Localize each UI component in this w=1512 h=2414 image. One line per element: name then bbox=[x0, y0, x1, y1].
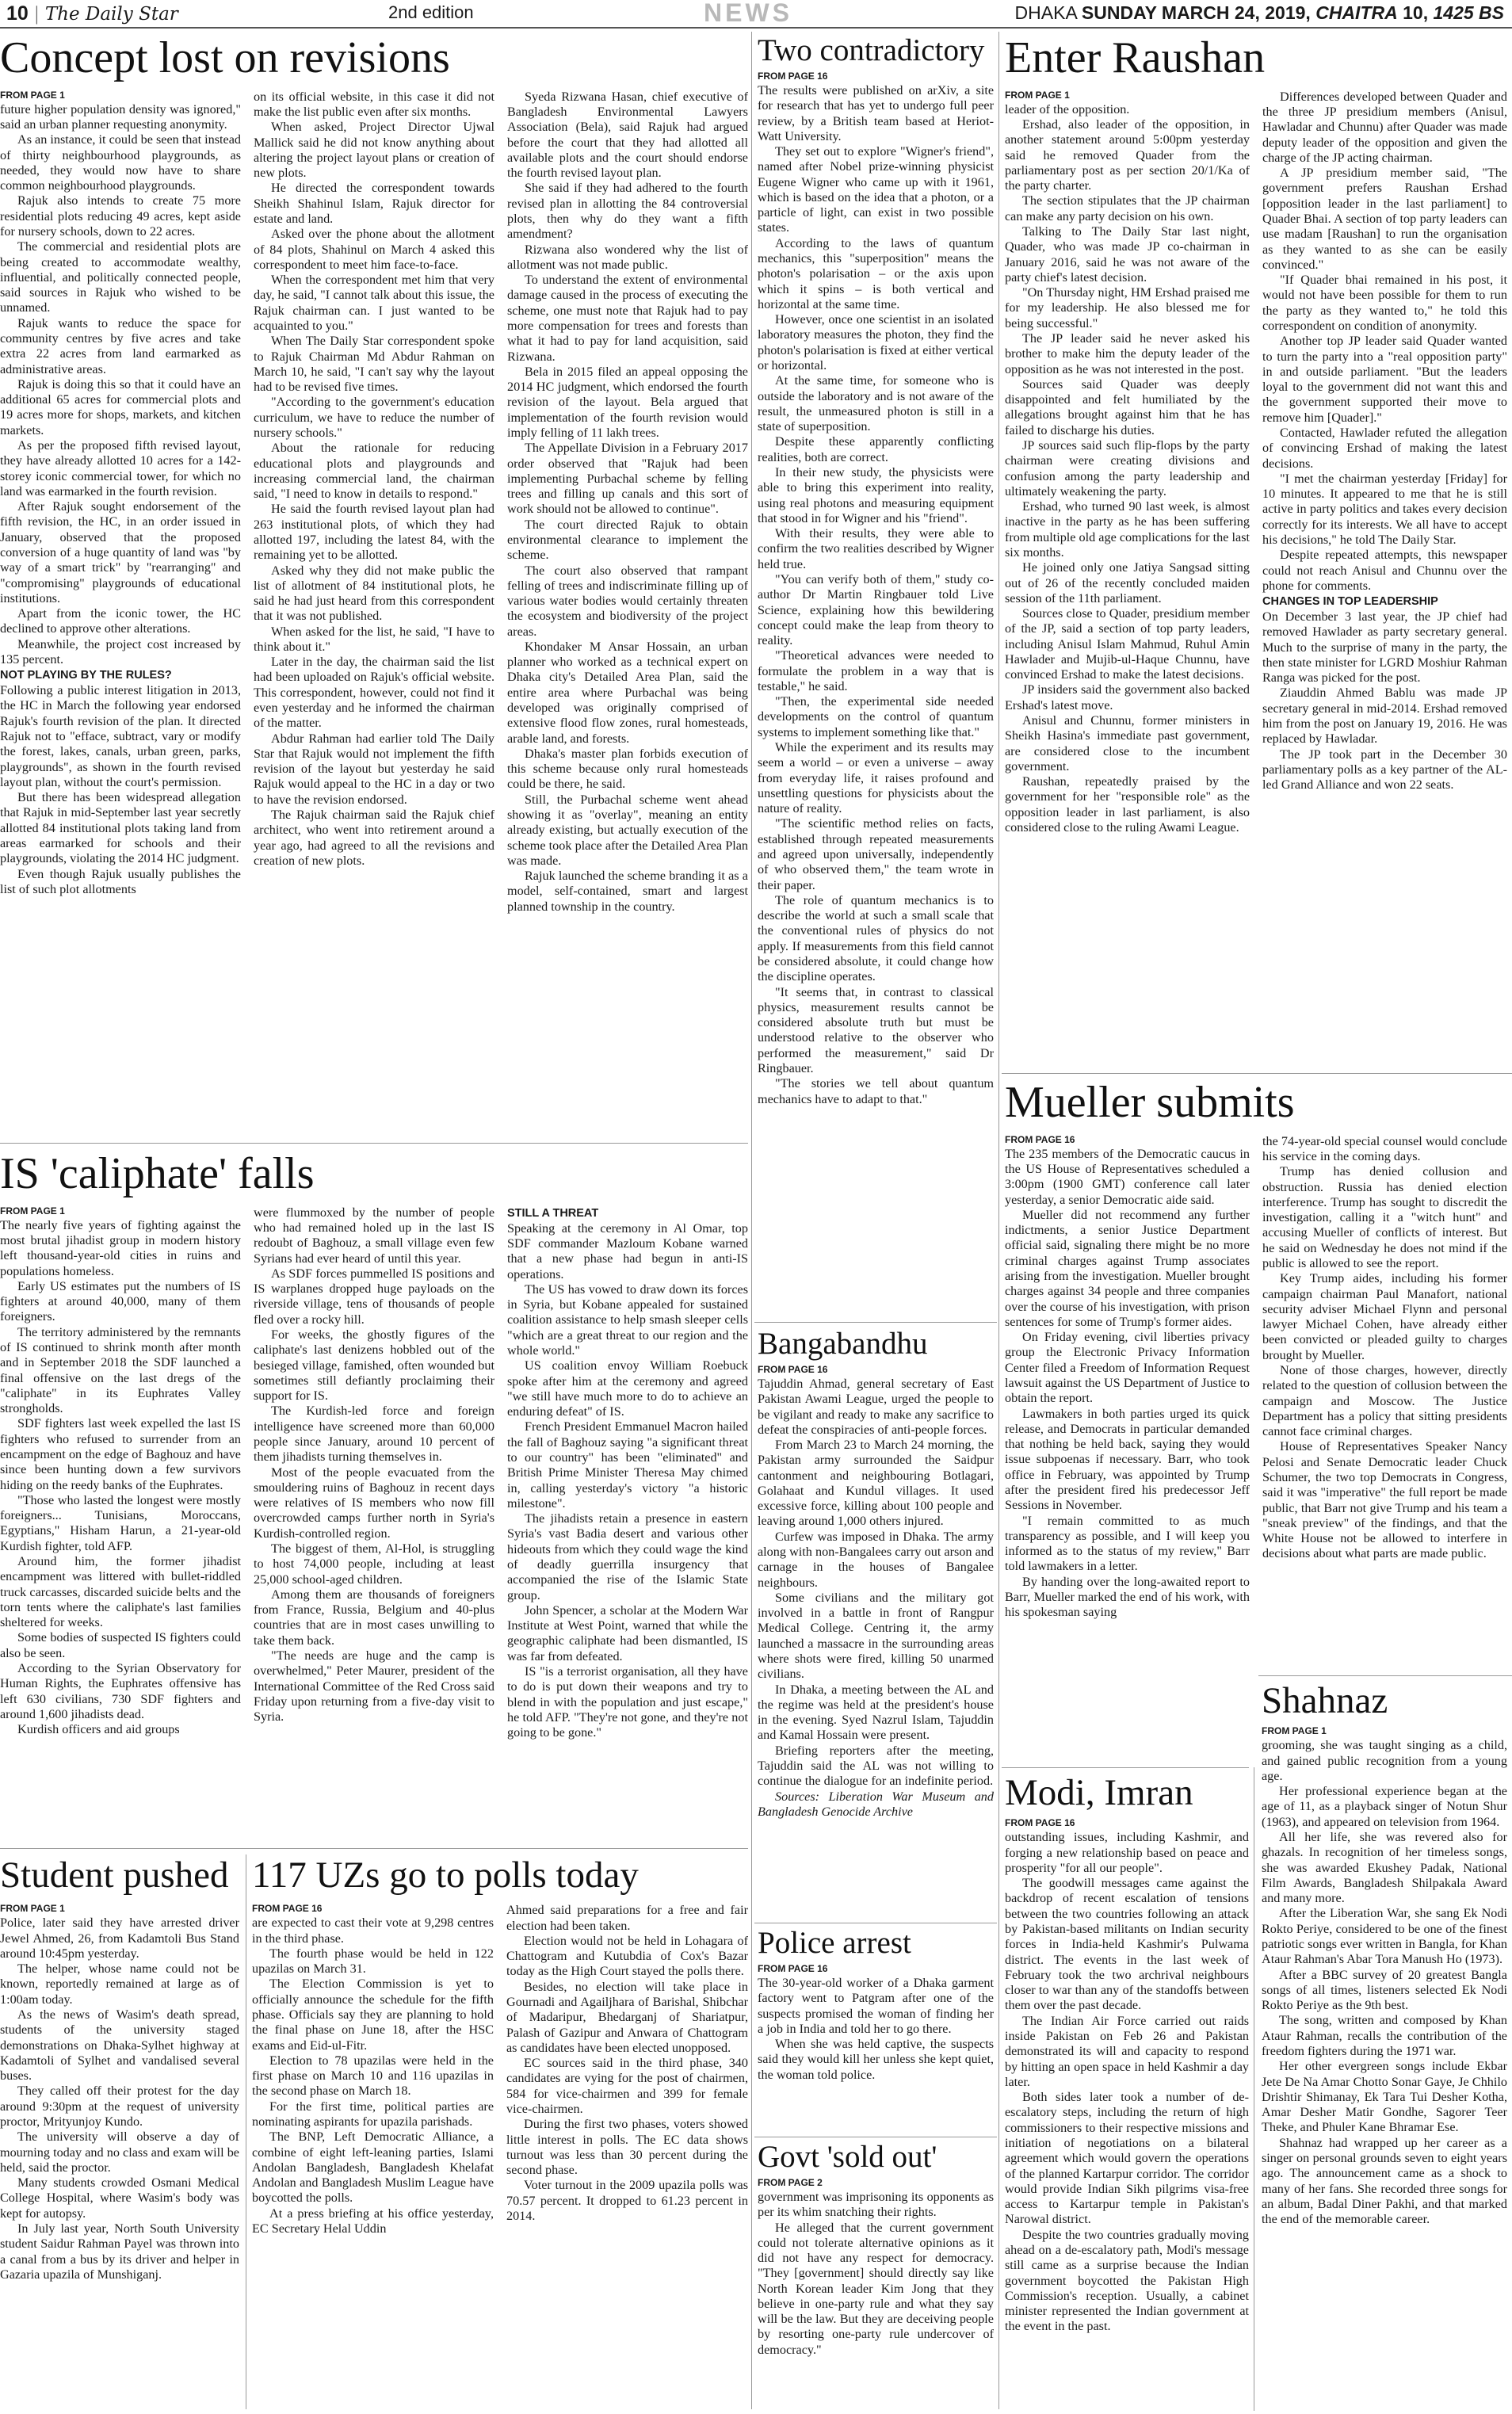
story-column bbox=[758, 1364, 994, 1820]
story-modi-imran bbox=[1005, 1774, 1249, 2411]
paragraph: The fourth phase would be held in 122 upazilas on March 31. bbox=[252, 1946, 494, 1977]
story-column bbox=[506, 1903, 748, 2236]
story-column bbox=[758, 71, 994, 1107]
paragraph: Early US estimates put the numbers of IS fighters at around 40,000, many of them foreigners. bbox=[0, 1278, 241, 1324]
paragraph: The US has vowed to draw down its forces in Syria, but Kobane appealed for sustained coalition assistance to help smash sleeper cells "which are a great threat to our region and the whole world." bbox=[507, 1281, 748, 1358]
paragraph: Her professional experience began at the age of 11, as a playback singer of Notun Shur (1963), and appeared on television from 1964. bbox=[1262, 1784, 1507, 1829]
dateline-chaitra: CHAITRA bbox=[1315, 2, 1398, 23]
jump-line: FROM PAGE 2 bbox=[758, 2176, 823, 2188]
headline-bangabandhu: Bangabandhu bbox=[758, 1328, 928, 1361]
paragraph: For the first time, political parties are nominating aspirants for upazila parishads. bbox=[252, 2099, 494, 2129]
paragraph: "Those who lasted the longest were mostly foreigners... Tunisians, Moroccans, Egyptians," Hisham Harun, a 21-year-old Kurdish fighter, told AFP. bbox=[0, 1492, 241, 1553]
paragraph: According to the Syrian Observatory for Human Rights, the Euphrates offensive has left 630 civilians, 730 SDF fighters and around 1,600 jihadists dead. bbox=[0, 1660, 241, 1721]
paragraph: Bela in 2015 filed an appeal opposing the 2014 HC judgment, which endorsed the fourth revision of the layout. Bela argued that implementation of the fourth revision would imply felling of 11 lakh trees. bbox=[507, 364, 748, 440]
paragraph: When asked for the list, he said, "I have to think about it." bbox=[254, 624, 494, 654]
story-column bbox=[507, 90, 748, 915]
subhead: NOT PLAYING BY THE RULES? bbox=[0, 669, 172, 682]
story-column bbox=[758, 1963, 994, 2083]
paragraph: Differences developed between Quader and the three JP presidium members (Anisul, Hawladar and Chunnu) after Quader was made deputy leader of the opposition and given the charge of the JP acting chairman. bbox=[1262, 89, 1507, 165]
paragraph: Voter turnout in the 2009 upazila polls was 70.57 percent. It dropped to 61.23 percent in 2014. bbox=[506, 2178, 748, 2223]
paragraph: He joined only one Jatiya Sangsad sitting out of 26 of the recently concluded maiden session of the 11th parliament. bbox=[1005, 560, 1250, 605]
story-divider bbox=[1002, 1073, 1512, 1074]
paragraph: Shahnaz had wrapped up her career as a singer on personal grounds seven to eight years ago. The announcement came as a shock to many of her fans. She recorded three songs for an album, Badal Diner Pakhi, and that marked the end of the memorable career. bbox=[1262, 2135, 1507, 2227]
story-police-arrest bbox=[758, 1927, 994, 2133]
paragraph: The Kurdish-led force and foreign intelligence have screened more than 60,000 people since January, around 10 percent of them jihadists turning themselves in. bbox=[254, 1404, 494, 1465]
paragraph: "It seems that, in contrast to classical physics, measurement results cannot be considered absolute truth but must be understood relative to the observer who performed the measurement," said Dr Ringbauer. bbox=[758, 984, 994, 1075]
paragraph: Many students crowded Osmani Medical College Hospital, where Wasim's body was kept for autopsy. bbox=[0, 2175, 239, 2221]
paragraph: "Then, the experimental side needed developments on the control of quantum systems to implement something like that." bbox=[758, 694, 994, 739]
paragraph: Meanwhile, the project cost increased by 135 percent. bbox=[0, 636, 241, 667]
paragraph: While the experiment and its results may seem a world – or even a universe – away from everyday life, it raises profound and unsettling questions for physicists about the nature of reality. bbox=[758, 740, 994, 816]
story-columns bbox=[0, 90, 748, 915]
paragraph: Rizwana also wondered why the list of allotment was not made public. bbox=[507, 242, 748, 272]
story-columns bbox=[1005, 1134, 1507, 1621]
paragraph: IS "is a terrorist organisation, all they have to do is put down their weapons and try to blend in with the population and just escape," he told AFP. "They're not gone, and they're not going to be gone." bbox=[507, 1663, 748, 1740]
story-columns bbox=[758, 71, 994, 1107]
paper-logo: The Daily Star bbox=[44, 3, 178, 25]
story-caliphate bbox=[0, 1151, 748, 1845]
paragraph: He directed the correspondent towards Sheikh Shahinul Islam, Rajuk director for estate and land. bbox=[254, 181, 494, 227]
paragraph: At a press briefing at his office yesterday, EC Secretary Helal Uddin bbox=[252, 2206, 494, 2236]
paragraph: Still, the Purbachal scheme went ahead showing it as "overlay", meaning an entity already existing, but actually execution of the scheme took place after the Detailed Area Plan was made. bbox=[507, 792, 748, 868]
paragraph: The court also observed that rampant felling of trees and indiscriminate filling up of various water bodies would certainly threaten the ecosystem and biodiversity of the project areas. bbox=[507, 563, 748, 639]
paragraph: JP insiders said the government also backed Ershad's latest move. bbox=[1005, 682, 1250, 712]
paragraph: During the first two phases, voters showed little interest in polls. The EC data shows turnout was less than 30 percent during the second phase. bbox=[506, 2117, 748, 2178]
dateline-bs: 1425 BS bbox=[1433, 2, 1504, 23]
source-credit: Sources: Liberation War Museum and Bangladesh Genocide Archive bbox=[758, 1789, 994, 1819]
paragraph: Police, later said they have arrested driver Jewel Ahmed, 26, from Kadamtoli Bus Stand around 10:45pm yesterday. bbox=[0, 1916, 239, 1961]
paragraph: "I remain committed to as much transparency as possible, and I will keep you informed as to the status of my review," Barr told lawmakers in a letter. bbox=[1005, 1513, 1250, 1574]
paragraph: Ziauddin Ahmed Bablu was made JP secretary general in mid-2014. Ershad removed him from the post on January 19, 2016. He was replaced by Hawladar. bbox=[1262, 686, 1507, 747]
headline-govt-sold-out: Govt 'sold out' bbox=[758, 2141, 937, 2174]
jump-line: FROM PAGE 16 bbox=[758, 1363, 828, 1375]
story-raushan bbox=[1005, 35, 1507, 1070]
story-contradictory bbox=[758, 35, 994, 1312]
story-column bbox=[0, 1903, 239, 2282]
paragraph: Mueller did not recommend any further indictments, a senior Justice Department official said, signaling there might be no more criminal charges against Trump associates arising from the investigation. Mueller brought charges against 34 people and three companies over the course of his investigation, with prison sentences for some of Trump's former aides. bbox=[1005, 1207, 1250, 1329]
paragraph: At the same time, for someone who is outside the laboratory and is not aware of the result, the unmeasured photon is still in a state of superposition. bbox=[758, 373, 994, 434]
paragraph: They called off their protest for the day around 9:30pm at the request of university proctor, Mrityunjoy Kundo. bbox=[0, 2084, 239, 2129]
story-column bbox=[254, 1205, 494, 1741]
paragraph: "Theoretical advances were needed to formulate the problem in a way that is testable," he said. bbox=[758, 648, 994, 693]
story-column bbox=[252, 1903, 494, 2236]
paragraph: Some civilians and the military got involved in a battle in front of Rangpur Medical College. Centring it, the army launched a massacre in the surrounding areas where shots were fired, killing 50 unarmed civilians. bbox=[758, 1590, 994, 1682]
story-column bbox=[1005, 1134, 1250, 1621]
story-divider bbox=[754, 1322, 997, 1323]
paragraph: "The scientific method relies on facts, established through repeated measurements and agreed upon universally, independently of who observed them," the team wrote in their paper. bbox=[758, 816, 994, 892]
masthead bbox=[0, 0, 1512, 29]
paragraph: Asked over the phone about the allotment of 84 plots, Shahinul on March 4 asked this correspondent to meet him face-to-face. bbox=[254, 227, 494, 272]
paragraph: But there has been widespread allegation that Rajuk in mid-September last year secretly allotted 84 institutional plots taking land from areas earmarked for schools and their playgrounds, violating the 2014 HC judgment. bbox=[0, 790, 241, 866]
paragraph: The BNP, Left Democratic Alliance, a combine of eight left-leaning parties, Islami Andolan Bangladesh, Bangladesh Khelafat Andolan and Bangladesh Muslim League have boycotted the polls. bbox=[252, 2129, 494, 2206]
paragraph: outstanding issues, including Kashmir, and forging a new relationship based on peace and prosperity "for all our people". bbox=[1005, 1830, 1249, 1875]
paragraph: JP sources said such flip-flops by the party chairman were creating divisions and confusion among the party leadership and ultimately weakening the party. bbox=[1005, 437, 1250, 498]
paragraph: future higher population density was ignored," said an urban planner requesting anonymity. bbox=[0, 101, 241, 132]
dateline bbox=[1015, 2, 1504, 24]
paragraph: The Rajuk chairman said the Rajuk chief architect, who went into retirement around a year ago, had agreed to all the revisions and creation of new plots. bbox=[254, 808, 494, 868]
paragraph: Rajuk wants to reduce the space for community centres by five acres and take extra 22 acres from land earmarked as administrative areas. bbox=[0, 315, 241, 376]
paragraph: The nearly five years of fighting against the most brutal jihadist group in modern history left thousand-year-old cities in ruins and populations homeless. bbox=[0, 1217, 241, 1278]
paragraph: In July last year, North South University student Saidur Rahman Payel was thrown into a canal from a bus by its driver and helper in Gazaria upazila of Munshiganj. bbox=[0, 2221, 239, 2282]
paragraph: Tajuddin Ahmad, general secretary of East Pakistan Awami League, urged the people to be vigilant and ready to make any sacrifice to defeat the conspiracies of anti-people forces. bbox=[758, 1376, 994, 1437]
paragraph: The results were published on arXiv, a site for research that has yet to undergo full peer review, by a British team based at Heriot-Watt University. bbox=[758, 82, 994, 143]
story-concept bbox=[0, 35, 748, 1140]
paragraph: According to the laws of quantum mechanics, this "superposition" means the photon's polarisation – or the axis upon which it spins – is both vertical and horizontal at the same time. bbox=[758, 235, 994, 311]
paragraph: Abdur Rahman had earlier told The Daily Star that Rajuk would not implement the fifth revision of the layout but yesterday he said Rajuk would appeal to the HC in a day or two to have the revision endorsed. bbox=[254, 731, 494, 807]
headline-contradictory: Two contradictory bbox=[758, 35, 985, 67]
paragraph: Rajuk launched the scheme branding it as a model, self-contained, smart and largest planned township in the country. bbox=[507, 869, 748, 914]
paragraph: The biggest of them, Al-Hol, is struggling to host 74,000 people, including at least 25,000 school-aged children. bbox=[254, 1541, 494, 1587]
headline-police-arrest: Police arrest bbox=[758, 1927, 911, 1960]
paragraph: House of Representatives Speaker Nancy Pelosi and Senate Democratic leader Chuck Schumer, the two top Democrats in Congress, said it was "imperative" the full report be made public, that Barr not give Trump and his team a "sneak preview" of the findings, and that the White House not be allowed to interfere in decisions about what parts are made public. bbox=[1262, 1439, 1507, 1561]
story-column bbox=[507, 1205, 748, 1741]
paragraph: grooming, she was taught singing as a child, and gained public recognition from a young age. bbox=[1262, 1738, 1507, 1783]
paragraph: Following a public interest litigation in 2013, the HC in March the following year endorsed Rajuk's fourth revision of the plan. It directed Rajuk not to "efface, subtract, vary or modify the forest, lakes, canals, urban green, parks, playgrounds", as shown in the fourth revised layout plan, without the court's permission. bbox=[0, 683, 241, 789]
jump-line: FROM PAGE 16 bbox=[758, 70, 828, 82]
paragraph: With their results, they were able to confirm the two realities described by Wigner held true. bbox=[758, 526, 994, 571]
dateline-date: SUNDAY MARCH 24, 2019, bbox=[1081, 2, 1311, 23]
story-column bbox=[1005, 90, 1250, 836]
headline-shahnaz: Shahnaz bbox=[1262, 1682, 1388, 1721]
story-columns bbox=[758, 2177, 994, 2358]
paragraph: As SDF forces pummelled IS positions and IS warplanes dropped huge payloads on the riverside village, tens of thousands of people fled over a rocky hill. bbox=[254, 1266, 494, 1327]
jump-line: FROM PAGE 16 bbox=[1005, 1817, 1075, 1829]
paragraph: Ershad, also leader of the opposition, in another statement around 5:00pm yesterday said he removed Quader from the parliamentary post as per section 20/1/Ka of the party charter. bbox=[1005, 117, 1250, 193]
paragraph: Key Trump aides, including his former campaign chairman Paul Manafort, national security adviser Michael Flynn and personal lawyer Michael Cohen, have already either been convicted or pleaded guilty to charges brought by Mueller. bbox=[1262, 1271, 1507, 1362]
paragraph: Raushan, repeatedly praised by the government for her "responsible role" as the opposition leader in last parliament, is also considered close to the ruling Awami League. bbox=[1005, 774, 1250, 835]
story-divider bbox=[1258, 1675, 1512, 1676]
story-columns bbox=[0, 1205, 748, 1741]
paragraph: The role of quantum mechanics is to describe the world at such a small scale that the conventional rules of physics do not apply. If measurements from this field cannot be considered absolute, it could change how the discipline operates. bbox=[758, 892, 994, 984]
paragraph: "According to the government's education curriculum, we have to reduce the number of nursery schools." bbox=[254, 395, 494, 440]
paragraph: When she was held captive, the suspects said they would kill her unless she kept quiet, the woman told police. bbox=[758, 2037, 994, 2082]
story-column bbox=[1262, 90, 1507, 836]
paragraph: Trump has denied collusion and obstruction. Russia has denied election interference. Trump has sought to discredit the investigation, calling it a "witch hunt" and accusing Mueller of conflicts of interest. But he said on Wednesday he does not mind if the public is allowed to see the report. bbox=[1262, 1164, 1507, 1271]
story-shahnaz bbox=[1262, 1682, 1507, 2411]
paragraph: The jihadists retain a presence in eastern Syria's vast Badia desert and various other hideouts from which they could wage the kind of deadly guerrilla insurgency that accompanied the rise of the Islamic State group. bbox=[507, 1511, 748, 1602]
paragraph: Sources close to Quader, presidium member of the JP, said a section of top party leaders, including Anisul Islam Mahmud, Ruhul Amin Hawlader and Mujib-ul-Haque Chunnu, have convinced Ershad to make the latest decisions. bbox=[1005, 606, 1250, 682]
paragraph: Ershad, who turned 90 last week, is almost inactive in the party as he has been suffering from multiple old age complications for the last six months. bbox=[1005, 499, 1250, 560]
story-columns bbox=[252, 1903, 748, 2236]
paragraph: The goodwill messages came against the backdrop of recent escalation of tensions between the two countries following an attack by Pakistan-based militants on Indian security forces in India-held Kashmir's Pulwama district. The events in the last week of February took the two archrival neighbours closer to war than any of the standoffs between them over the past decade. bbox=[1005, 1876, 1249, 2013]
paragraph: The 235 members of the Democratic caucus in the US House of Representatives scheduled a 3:00pm (1900 GMT) conference call later yesterday, a senior Democratic aide said. bbox=[1005, 1146, 1250, 1207]
paragraph: The court directed Rajuk to obtain environmental clearance to implement the scheme. bbox=[507, 517, 748, 563]
paragraph: "I met the chairman yesterday [Friday] for 10 minutes. It appeared to me that he is still active in party politics and takes every decision correctly for its interests. We all have to accept his decisions," he told The Daily Star. bbox=[1262, 471, 1507, 547]
paragraph: The commercial and residential plots are being created to accommodate wealthy, influential, and politically connected people, said sources in Rajuk who wished to be unnamed. bbox=[0, 239, 241, 315]
story-student bbox=[0, 1856, 239, 2411]
headline-raushan: Enter Raushan bbox=[1005, 35, 1266, 82]
paragraph: government was imprisoning its opponents as per its whim snatching their rights. bbox=[758, 2189, 994, 2220]
masthead-left bbox=[6, 2, 178, 25]
paragraph: The university will observe a day of mourning today and no class and exam will be held, said the proctor. bbox=[0, 2129, 239, 2175]
paragraph: "The needs are huge and the camp is overwhelmed," Peter Maurer, president of the International Committee of the Red Cross said Friday upon returning from a five-day visit to Syria. bbox=[254, 1648, 494, 1725]
paragraph: On December 3 last year, the JP chief had removed Hawlader as party secretary general. Much to the surprise of many in the party, the then state minister for LGRD Moshiur Rahman Ranga was picked for the post. bbox=[1262, 609, 1507, 686]
story-columns bbox=[758, 1963, 994, 2083]
paragraph: are expected to cast their vote at 9,298 centres in the third phase. bbox=[252, 1916, 494, 1946]
paragraph: When asked, Project Director Ujwal Mallick said he did not know anything about altering the project layout plans or creation of new plots. bbox=[254, 120, 494, 181]
paragraph: "On Thursday night, HM Ershad praised me for my leadership. He also blessed me for being successful." bbox=[1005, 285, 1250, 330]
paragraph: Anisul and Chunnu, former ministers in Sheikh Hasina's immediate past government, are considered close to the incumbent government. bbox=[1005, 713, 1250, 773]
story-divider bbox=[0, 1143, 748, 1144]
paragraph: As per the proposed fifth revised layout, they have already allotted 10 acres for a 142-storey iconic commercial tower, for which no land was earmarked in the fourth revision. bbox=[0, 437, 241, 498]
paragraph: After the Liberation War, she sang Ek Nodi Rokto Periye, considered to be one of the finest patriotic songs ever written in Bangla, for Khan Ataur Rahman's Abar Tora Manush Ho (1973). bbox=[1262, 1906, 1507, 1967]
paragraph: leader of the opposition. bbox=[1005, 101, 1130, 116]
paragraph: After a BBC survey of 20 greatest Bangla songs of all times, listeners selected Ek Nodi Rokto Periye as the 9th best. bbox=[1262, 1967, 1507, 2013]
paragraph: Ahmed said preparations for a free and fair election had been taken. bbox=[506, 1903, 748, 1933]
headline-caliphate: IS 'caliphate' falls bbox=[0, 1151, 315, 1198]
paragraph: French President Emmanuel Macron hailed the fall of Baghouz saying "a significant threat to our country" has been "eliminated" and British Prime Minister Theresa May chimed in, calling yesterday's victory "a historic milestone". bbox=[507, 1419, 748, 1511]
paragraph: Rajuk is doing this so that it could have an additional 65 acres for commercial plots and 19 acres more for shops, markets, and kitchen markets. bbox=[0, 376, 241, 437]
headline-student: Student pushed bbox=[0, 1856, 229, 1896]
paragraph: Later in the day, the chairman said the list had been uploaded on Rajuk's official website. This correspondent, however, could not find it even yesterday and he informed the chairman of the matter. bbox=[254, 655, 494, 731]
paragraph: Another top JP leader said Quader wanted to turn the party into a "real opposition party" in and outside parliament. "But the leaders loyal to the government did not want this and the government supported their move to remove him [Quader]." bbox=[1262, 334, 1507, 425]
jump-line: FROM PAGE 16 bbox=[252, 1903, 323, 1915]
paragraph: Rajuk also intends to create 75 more residential plots reducing 49 acres, kept aside for nursery schools, down to 22 acres. bbox=[0, 193, 241, 239]
paragraph: Contacted, Hawlader refuted the allegation of convincing Ershad of making the latest decisions. bbox=[1262, 425, 1507, 471]
story-column bbox=[0, 1205, 241, 1741]
paragraph: Her other evergreen songs include Ekbar Jete De Na Amar Chotto Sonar Gaye, Je Chhilo Drishtir Shimanay, Ek Tara Tui Desher Kotha, Amar Desher Matir Gondhe, Sagorer Teer Thekе, and Phuler Kane Bhramar Ese. bbox=[1262, 2059, 1507, 2135]
story-divider bbox=[0, 1848, 748, 1849]
paragraph: The territory administered by the remnants of IS continued to shrink month after month and in September 2018 the SDF launched a final offensive on the last dregs of the "caliphate" in its Euphrates Valley strongholds. bbox=[0, 1324, 241, 1416]
paragraph: Despite the two countries gradually moving ahead on a de-escalatory path, Modi's message still came as a surprise because the Indian government boycotted the Pakistan High Commission's reception. Usually, a cabinet minister represented the Indian government at the event in the past. bbox=[1005, 2227, 1249, 2334]
paragraph: Asked why they did not make public the list of allotment of 84 institutional plots, he said he had just heard from this correspondent that it was not published. bbox=[254, 563, 494, 624]
paragraph: Most of the people evacuated from the smouldering ruins of Baghouz in recent days were relatives of IS members who now fill overcrowded camps further north in Syria's Kurdish-controlled region. bbox=[254, 1465, 494, 1541]
story-columns bbox=[1005, 90, 1507, 836]
section-label: NEWS bbox=[704, 0, 792, 27]
paragraph: The JP took part in the December 30 parliamentary polls as a key partner of the AL-led Grand Alliance and won 22 seats. bbox=[1262, 747, 1507, 793]
paragraph: Despite repeated attempts, this newspaper could not reach Anisul and Chunnu over the phone for comments. bbox=[1262, 548, 1507, 593]
paragraph: From March 23 to March 24 morning, the Pakistan army surrounded the Saidpur cantonment and neighbouring Botlagari, Golahaat and Kundul villages. It used excessive force, killing about 100 people and leaving around 1,000 others injured. bbox=[758, 1438, 994, 1529]
paragraph: When The Daily Star correspondent spoke to Rajuk Chairman Md Abdur Rahman on March 10, he said, "I can't say why the layout had to be revised five times. bbox=[254, 334, 494, 395]
paragraph: US coalition envoy William Roebuck spoke after him at the ceremony and agreed "we still have much more to do to achieve an enduring defeat" of IS. bbox=[507, 1358, 748, 1419]
dateline-chaitra-day: 10, bbox=[1403, 2, 1429, 23]
story-column bbox=[1005, 1817, 1249, 2334]
paragraph: Speaking at the ceremony in Al Omar, top SDF commander Mazloum Kobane warned that a new phase had begun in anti-IS operations. bbox=[507, 1220, 748, 1281]
paragraph: Among them are thousands of foreigners from France, Russia, Belgium and 40-plus countries that are in most cases unwilling to take them back. bbox=[254, 1587, 494, 1648]
paragraph: Curfew was imposed in Dhaka. The army along with non-Bangalees carry out arson and carnage in the houses of Bangalee neighbours. bbox=[758, 1529, 994, 1590]
paragraph: About the rationale for reducing educational plots and playgrounds and increasing commercial land, the chairman said, "I need to know in details to respond." bbox=[254, 441, 494, 502]
paragraph: John Spencer, a scholar at the Modern War Institute at West Point, warned that while the geographic caliphate had been dismantled, IS was far from defeated. bbox=[507, 1602, 748, 1663]
paragraph: The Appellate Division in a February 2017 order observed that "Rajuk had been implementing Purbachal scheme by felling trees and filling up canals and this sort of work should not be allowed to continue". bbox=[507, 441, 748, 517]
paragraph: As an instance, it could be seen that instead of thirty neighbourhood playgrounds, as needed, they would now have to share common neighbourhood playgrounds. bbox=[0, 132, 241, 193]
paragraph: They set out to explore "Wigner's friend", named after Nobel prize-winning physicist Eugene Wigner who came up with it 1961, which is based on the idea that a photon, or a particle of light, can exist in two possible states. bbox=[758, 144, 994, 235]
jump-line: FROM PAGE 1 bbox=[1005, 89, 1070, 101]
story-column bbox=[758, 2177, 994, 2358]
paragraph: All her life, she was revered also for ghazals. In recognition of her timeless songs, she was awarded Ekushey Padak, National Film Awards, Bangladesh Shilpakala Award and many more. bbox=[1262, 1830, 1507, 1906]
paragraph: Dhaka's master plan forbids execution of this scheme because only rural homesteads could be there, he said. bbox=[507, 746, 748, 792]
paragraph: As the news of Wasim's death spread, students of the university staged demonstrations on Dhaka-Sylhet highway at Kadamtoli of Sylhet and vandalised several buses. bbox=[0, 2007, 239, 2084]
paragraph: After Rajuk sought endorsement of the fifth revision, the HC, in an order issued in January, observed that the proposed conversion of a huge quantity of land was "by way of a smart trick" by "rearranging" and "compromising" playgrounds of educational institutions. bbox=[0, 499, 241, 605]
paragraph: A JP presidium member said, "The government prefers Raushan Ershad [opposition leader in the last parliament] to Quader Bhai. A section of top party leaders can use madam [Raushan] to run the organisation as they wanted to as she can be easily convinced." bbox=[1262, 166, 1507, 272]
paragraph: For weeks, the ghostly figures of the caliphate's last denizens hobbled out of the besieged village, famished, often wounded but sometimes still defiantly proclaiming their support for IS. bbox=[254, 1327, 494, 1404]
paragraph: Even though Rajuk usually publishes the list of such plot allotments bbox=[0, 866, 241, 896]
paragraph: To understand the extent of environmental damage caused in the process of executing the scheme, one must note that Rajuk had to pay more compensation for trees and forests than what it had to pay for land acquisition, said Rizwana. bbox=[507, 273, 748, 364]
paragraph: The Indian Air Force carried out raids inside Pakistan on Feb 26 and Pakistan demonstrated its will and capacity to respond by hitting an open space in held Kashmir a day later. bbox=[1005, 2013, 1249, 2089]
paragraph: The section stipulates that the JP chairman can make any party decision on his own. bbox=[1005, 193, 1250, 223]
paragraph: Briefing reporters after the meeting, Tajuddin said the AL was not willing to continue the dialogue for an indefinite period. bbox=[758, 1743, 994, 1789]
paragraph: None of those charges, however, directly related to the question of collusion between the campaign and Moscow. The Justice Department has a policy that sitting presidents cannot face criminal charges. bbox=[1262, 1363, 1507, 1439]
paragraph: SDF fighters last week expelled the last IS fighters who refused to surrender from an encampment on the edge of Baghouz and have since been hunting down a few survivors hiding on the reedy banks of the Euphrates. bbox=[0, 1416, 241, 1492]
story-columns bbox=[758, 1364, 994, 1820]
column-rule bbox=[751, 32, 752, 2409]
paragraph: Some bodies of suspected IS fighters could also be seen. bbox=[0, 1630, 241, 1660]
jump-line: FROM PAGE 1 bbox=[0, 1903, 65, 1915]
jump-line: FROM PAGE 1 bbox=[0, 1205, 65, 1217]
paragraph: The 30-year-old worker of a Dhaka garment factory went to Patgram after one of the suspects promised the woman of finding her a job in India and told her to go there. bbox=[758, 1975, 994, 2036]
page-number: 10 bbox=[6, 2, 29, 25]
paragraph: By handing over the long-awaited report to Barr, Mueller marked the end of his work, with his spokesman saying bbox=[1005, 1574, 1250, 1620]
subhead: STILL A THREAT bbox=[507, 1206, 599, 1220]
story-upazila-polls bbox=[252, 1856, 748, 2411]
dateline-city: DHAKA bbox=[1014, 2, 1077, 23]
paragraph: Election to 78 upazilas were held in the first phase on March 10 and 116 upazilas in the second phase on March 18. bbox=[252, 2053, 494, 2099]
headline-mueller: Mueller submits bbox=[1005, 1079, 1295, 1127]
headline-upazila-polls: 117 UZs go to polls today bbox=[252, 1856, 639, 1896]
story-columns bbox=[1005, 1817, 1249, 2334]
headline-modi-imran: Modi, Imran bbox=[1005, 1774, 1193, 1813]
paragraph: Talking to The Daily Star last night, Quader, who was made JP co-chairman in January 2016, said he was not aware of the party chief's latest decision. bbox=[1005, 224, 1250, 285]
paragraph: The helper, whose name could not be known, reportedly remained at large as of 1:00am today. bbox=[0, 1961, 239, 2007]
paragraph: In Dhaka, a meeting between the AL and the regime was held at the president's house in the evening. Syed Nazrul Islam, Tajuddin and Kamal Hossain were present. bbox=[758, 1682, 994, 1743]
paragraph: Both sides later took a number of de-escalatory steps, including the return of high commissioners to their respective missions and initiation of negotiations on a bilateral agreement which would govern the operations of the planned Kartarpur corridor. The corridor would provide Indian Sikh pilgrims visa-free access to Kartarpur temple in Pakistan's Narowal district. bbox=[1005, 2090, 1249, 2227]
paragraph: He alleged that the current government could not tolerate alternative opinions as it did not have any respect for democracy. "They [government] should directly say like North Korean leader Kim Jong that they believe in one-party rule and what they say will be the law. But they are deceiving people by resorting one-party rule undercover of democracy." bbox=[758, 2220, 994, 2357]
edition-label: 2nd edition bbox=[388, 2, 474, 22]
paragraph: Syeda Rizwana Hasan, chief executive of Bangladesh Environmental Lawyers Association (Bela), said Rajuk had argued before the court that they had allotted all available plots and the court should endorse the fourth revised layout plan. bbox=[507, 89, 748, 181]
paragraph: On Friday evening, civil liberties privacy group the Electronic Privacy Information Center filed a Freedom of Information Request lawsuit against the US Department of Justice to obtain the report. bbox=[1005, 1330, 1250, 1406]
column-rule bbox=[998, 32, 999, 2409]
paragraph: She said if they had adhered to the fourth revised plan in allotting the 84 controversial plots, then why do they want a fifth amendment? bbox=[507, 181, 748, 242]
story-columns bbox=[0, 1903, 239, 2282]
paragraph: "If Quader bhai remained in his post, it would not have been possible for them to run the party as they wanted to," he told this correspondent on condition of anonymity. bbox=[1262, 273, 1507, 334]
headline-concept: Concept lost on revisions bbox=[0, 35, 450, 82]
paragraph: were flummoxed by the number of people who had remained holed up in the last IS redoubt of Baghouz, a small village even few Syrians had ever heard of until this year. bbox=[254, 1205, 494, 1266]
jump-line: FROM PAGE 1 bbox=[0, 89, 65, 101]
paragraph: on its official website, in this case it did not make the list public even after six months. bbox=[254, 89, 494, 120]
jump-line: FROM PAGE 16 bbox=[758, 1962, 828, 1974]
story-mueller bbox=[1005, 1079, 1507, 1761]
story-columns bbox=[1262, 1725, 1507, 2227]
paragraph: "The stories we tell about quantum mechanics have to adapt to that." bbox=[758, 1076, 994, 1106]
story-column bbox=[1262, 1134, 1507, 1621]
jump-line: FROM PAGE 1 bbox=[1262, 1725, 1327, 1737]
story-govt-sold-out bbox=[758, 2141, 994, 2411]
paragraph: the 74-year-old special counsel would conclude his service in the coming days. bbox=[1262, 1133, 1507, 1164]
story-divider bbox=[1002, 1767, 1249, 1768]
paragraph: Around him, the former jihadist encampment was littered with bullet-riddled truck carcasses, discarded suicide belts and the torn tents where the caliphate's last families sheltered for weeks. bbox=[0, 1553, 241, 1630]
paragraph: Despite these apparently conflicting realities, both are correct. bbox=[758, 434, 994, 464]
paragraph: Kurdish officers and aid groups bbox=[17, 1722, 180, 1737]
masthead-divider: | bbox=[34, 2, 39, 25]
paragraph: Apart from the iconic tower, the HC declined to approve other alterations. bbox=[0, 606, 241, 636]
story-column bbox=[254, 90, 494, 915]
story-column bbox=[0, 90, 241, 915]
paragraph: However, once one scientist in an isolated laboratory measures the photon, they find the photon's polarisation is fixed at either vertical or horizontal. bbox=[758, 312, 994, 372]
subhead: CHANGES IN TOP LEADERSHIP bbox=[1262, 595, 1438, 609]
paragraph: The song, written and composed by Khan Ataur Rahman, recalls the contribution of the freedom fighters during the 1971 war. bbox=[1262, 2013, 1507, 2058]
paragraph: Election would not be held in Lohagara of Chattogram and Kutubdia of Cox's Bazar today as the High Court stayed the polls there. bbox=[506, 1933, 748, 1979]
paragraph: In their new study, the physicists were able to bring this experiment into reality, using real photons and measuring equipment that stood in for Wigner and his "friend". bbox=[758, 464, 994, 525]
paragraph: "You can verify both of them," study co-author Dr Martin Ringbauer told Live Science, explaining how this bewildering concept could make the leap from theory to reality. bbox=[758, 571, 994, 648]
paragraph: Khondaker M Ansar Hossain, an urban planner who worked as a technical expert on Dhaka city's Detailed Area Plan, said the entire area where Purbachal was being developed was originally comprised of extensive flood flow zones, rural homesteads, arable land, and forests. bbox=[507, 639, 748, 746]
story-bangabandhu bbox=[758, 1328, 994, 1915]
paragraph: The Election Commission is yet to officially announce the schedule for the fifth phase. Officials say they are planning to hold the final phase on June 18, after the HSC exams and Eid-ul-Fitr. bbox=[252, 1977, 494, 2053]
paragraph: Sources said Quader was deeply disappointed and felt humiliated by the allegations brought against him that he has failed to discharge his duties. bbox=[1005, 376, 1250, 437]
paragraph: When the correspondent met him that very day, he said, "I cannot talk about this issue, the Rajuk chairman can. I just wanted to be acquainted to you." bbox=[254, 273, 494, 334]
paragraph: Lawmakers in both parties urged its quick release, and Democrats in particular demanded that nothing be held back, saying they would issue subpoenas if necessary. Barr, who took office in February, was appointed by Trump after the president fired his predecessor Jeff Sessions in November. bbox=[1005, 1406, 1250, 1513]
paragraph: EC sources said in the third phase, 340 candidates are vying for the post of chairmen, 584 for vice-chairmen and 399 for female vice-chairmen. bbox=[506, 2056, 748, 2116]
paragraph: Besides, no election will take place in Gournadi and Agailjhara of Barishal, Shibchar of Madaripur, Bhedarganj of Shariatpur, Palash of Gazipur and Anwara of Chattogram as candidates have been elected unopposed. bbox=[506, 1979, 748, 2055]
story-column bbox=[1262, 1725, 1507, 2227]
paragraph: The JP leader said he never asked his brother to make him the deputy leader of the opposition as he was not interested in the post. bbox=[1005, 331, 1250, 376]
jump-line: FROM PAGE 16 bbox=[1005, 1133, 1075, 1145]
paragraph: He said the fourth revised layout plan had 263 institutional plots, of which they had allotted 197, including the latest 84, with the remaining yet to be allotted. bbox=[254, 502, 494, 563]
